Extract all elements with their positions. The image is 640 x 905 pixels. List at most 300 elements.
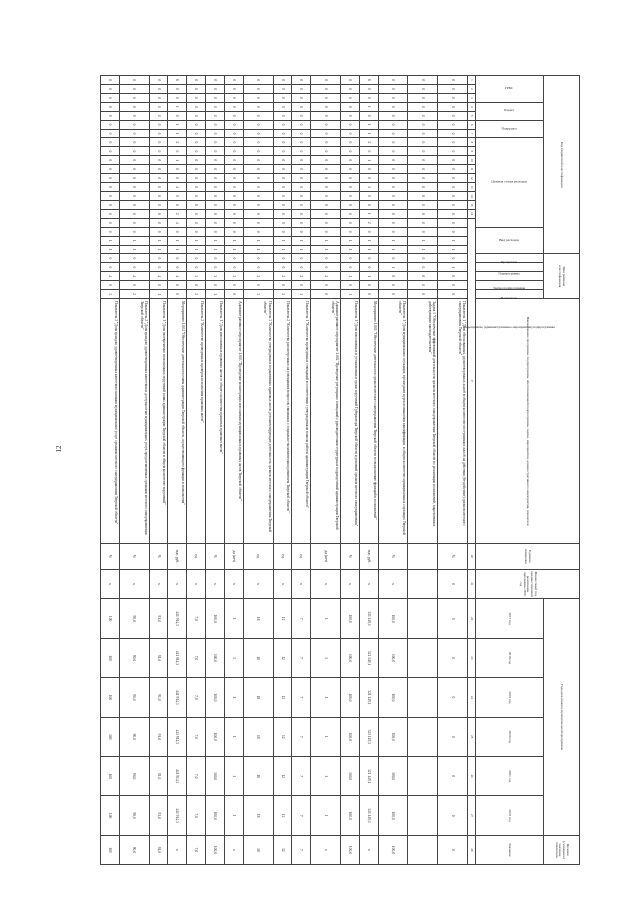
- row-year-value: 321 149,1: [359, 638, 378, 677]
- code-cell: 0: [341, 209, 360, 218]
- code-cell: 0: [119, 165, 149, 174]
- row-unit: тыс. руб.: [359, 544, 378, 570]
- code-cell: 0: [243, 227, 273, 236]
- code-cell: 0: [273, 227, 292, 236]
- code-cell: 0: [149, 281, 168, 290]
- code-cell: 0: [187, 227, 206, 236]
- code-cell: 0: [292, 156, 311, 165]
- code-cell: 1: [119, 236, 149, 245]
- code-cell: 1: [359, 129, 378, 138]
- table-row: [243, 76, 273, 865]
- code-cell: 0: [273, 218, 292, 227]
- row-base-year-value: х: [225, 569, 244, 599]
- row-base-year-value: х: [359, 569, 378, 599]
- code-cell: 0: [438, 93, 468, 102]
- code-cell: 1: [341, 236, 360, 245]
- row-unit: %: [206, 544, 225, 570]
- row-unit: %: [119, 544, 149, 570]
- code-cell: 0: [273, 254, 292, 263]
- code-cell: 0: [187, 218, 206, 227]
- code-cell: 1: [292, 245, 311, 254]
- code-cell: 1: [243, 236, 273, 245]
- row-description: Показатель 3 "Количество утвержденных нормативных правовых актов, регламентирующих деятельность органов местного самоуправления Тверской области": [243, 299, 273, 544]
- header-unit: Единица измерения: [476, 544, 580, 570]
- code-cell: 0: [273, 165, 292, 174]
- row-year-value: 90,0: [119, 638, 149, 677]
- code-cell: 0: [101, 120, 120, 129]
- row-final-value: 100,0: [378, 835, 408, 864]
- code-cell: 3: [225, 272, 244, 281]
- code-cell: 0: [311, 120, 341, 129]
- row-year-value: 441 914,3: [168, 796, 187, 835]
- code-cell: 0: [119, 263, 149, 272]
- column-index-cell: 10: [468, 156, 476, 165]
- code-cell: 0: [187, 156, 206, 165]
- code-cell: 1: [225, 245, 244, 254]
- row-year-value: 7,0: [187, 599, 206, 638]
- code-cell: 0: [341, 111, 360, 120]
- code-cell: 0: [149, 165, 168, 174]
- column-index-cell: 25: [468, 717, 476, 756]
- header-year-2018: 2018 год: [476, 638, 544, 677]
- code-cell: 1: [438, 263, 468, 272]
- code-cell: 0: [408, 183, 438, 192]
- header-grbs: ГРБС: [476, 76, 544, 103]
- code-cell: 1: [101, 245, 120, 254]
- row-year-value: 321 149,1: [359, 796, 378, 835]
- row-final-value: 12: [273, 835, 292, 864]
- code-cell: 0: [438, 120, 468, 129]
- code-cell: 0: [311, 209, 341, 218]
- code-cell: 0: [292, 120, 311, 129]
- code-cell: 0: [168, 111, 187, 120]
- code-cell: 0: [378, 183, 408, 192]
- row-year-value: 90,0: [119, 717, 149, 756]
- code-cell: 0: [225, 129, 244, 138]
- row-year-value: 90,0: [119, 678, 149, 717]
- header-prog-program: Программа: [476, 254, 544, 263]
- code-cell: 6: [168, 76, 187, 85]
- code-cell: 0: [378, 227, 408, 236]
- row-year-value: 100,0: [378, 678, 408, 717]
- code-cell: 0: [225, 263, 244, 272]
- code-cell: 0: [378, 191, 408, 200]
- code-cell: 0: [168, 254, 187, 263]
- code-cell: 2: [273, 272, 292, 281]
- code-cell: 0: [168, 93, 187, 102]
- code-cell: 1: [359, 245, 378, 254]
- row-year-value: 90,0: [119, 796, 149, 835]
- code-cell: 0: [149, 138, 168, 147]
- code-cell: 0: [243, 138, 273, 147]
- column-index-cell: 20: [468, 544, 476, 570]
- code-cell: 0: [273, 138, 292, 147]
- row-description: Задача 1 "Обеспечение эффективной деятельности органов местного самоуправления Тверской области по реализации полномочий, закрепленных действующим законодательством": [408, 299, 438, 544]
- code-cell: 0: [101, 156, 120, 165]
- header-year-2017: 2017 год: [476, 599, 544, 638]
- code-cell: 0: [243, 263, 273, 272]
- row-base-year-value: [408, 569, 438, 599]
- row-description: Административное мероприятие 1.003 "Проведение мониторинга исполнения муниципальных правовых актов Тверской области": [225, 299, 244, 544]
- code-cell: 1: [187, 236, 206, 245]
- row-base-year-value: 0: [438, 569, 468, 599]
- row-year-value: 91,0: [149, 678, 168, 717]
- row-year-value: 100: [101, 678, 120, 717]
- code-cell: 0: [149, 120, 168, 129]
- column-index-cell: 4: [468, 102, 476, 111]
- code-cell: 0: [408, 102, 438, 111]
- row-year-value: 441 914,3: [168, 756, 187, 795]
- code-cell: 0: [101, 93, 120, 102]
- code-cell: 0: [438, 102, 468, 111]
- row-description: Показатель 1 "Доля исполненных в установленные сроки поручений Губернатора Тверской области и решений органов местного самоуправления": [341, 299, 360, 544]
- code-cell: 0: [225, 84, 244, 93]
- row-year-value: 12: [273, 756, 292, 795]
- row-year-value: 441 914,3: [168, 678, 187, 717]
- code-cell: 0: [438, 290, 468, 299]
- header-target-article: Целевая статья расходов: [476, 138, 544, 227]
- code-cell: 1: [359, 120, 378, 129]
- code-cell: 0: [359, 84, 378, 93]
- row-year-value: 100,0: [206, 796, 225, 835]
- code-cell: 1: [341, 245, 360, 254]
- column-index-cell: 6: [468, 120, 476, 129]
- row-year-value: 100,0: [341, 756, 360, 795]
- row-year-value: 7,0: [187, 756, 206, 795]
- row-year-value: 100,0: [378, 796, 408, 835]
- page-number: 12: [55, 445, 63, 453]
- code-cell: 1: [359, 209, 378, 218]
- code-cell: 0: [168, 200, 187, 209]
- column-index-cell: 24: [468, 678, 476, 717]
- row-unit: ед.: [187, 544, 206, 570]
- row-final-value: х: [359, 835, 378, 864]
- row-final-value: 100,0: [341, 835, 360, 864]
- code-cell: 0: [119, 84, 149, 93]
- header-year-2022: 2022 год: [476, 796, 544, 835]
- row-year-value: 7: [292, 638, 311, 677]
- code-cell: 0: [101, 129, 120, 138]
- code-cell: 0: [243, 191, 273, 200]
- header-budget-codes: Код бюджетной классификации: [544, 76, 580, 254]
- code-cell: 0: [101, 263, 120, 272]
- code-cell: 0: [408, 138, 438, 147]
- code-cell: 0: [187, 209, 206, 218]
- row-year-value: 18: [243, 796, 273, 835]
- code-cell: 0: [292, 174, 311, 183]
- column-index-cell: 11: [468, 165, 476, 174]
- code-cell: 0: [311, 129, 341, 138]
- code-cell: 0: [149, 102, 168, 111]
- row-year-value: 1: [311, 796, 341, 835]
- code-cell: 0: [119, 218, 149, 227]
- code-cell: 0: [378, 290, 408, 299]
- code-cell: 0: [438, 138, 468, 147]
- code-cell: 2: [168, 138, 187, 147]
- row-year-value: 100,0: [206, 638, 225, 677]
- row-unit: %: [438, 544, 468, 570]
- column-index-cell: 22: [468, 599, 476, 638]
- row-year-value: [408, 638, 438, 677]
- row-base-year-value: х: [378, 569, 408, 599]
- row-year-value: 1: [225, 599, 244, 638]
- rotated-table-wrapper: [100, 75, 580, 865]
- code-cell: 0: [292, 200, 311, 209]
- row-year-value: 18: [243, 638, 273, 677]
- code-cell: 3: [206, 272, 225, 281]
- code-cell: 0: [101, 200, 120, 209]
- code-cell: 0: [359, 93, 378, 102]
- row-description: Показатель 1 "Количество проведенных совещаний в соответствии с утвержденным планом работы администрации Тверской области": [292, 299, 311, 544]
- row-year-value: 0: [438, 638, 468, 677]
- row-year-value: [408, 717, 438, 756]
- code-cell: 1: [378, 236, 408, 245]
- code-cell: 0: [292, 281, 311, 290]
- row-year-value: 91,0: [149, 796, 168, 835]
- code-cell: 0: [273, 183, 292, 192]
- column-index-cell: 28: [468, 835, 476, 864]
- row-description: Показатель 2 "Количество рассмотренных на совещаниях вопросов, связанных с социально-экономическим развитием Тверской области": [273, 299, 292, 544]
- code-cell: 0: [168, 84, 187, 93]
- table-row: [408, 76, 438, 865]
- code-cell: 0: [149, 147, 168, 156]
- code-cell: 1: [149, 236, 168, 245]
- code-cell: 1: [408, 236, 438, 245]
- code-cell: 0: [225, 218, 244, 227]
- code-cell: 0: [101, 281, 120, 290]
- code-cell: 0: [311, 290, 341, 299]
- code-cell: 0: [206, 281, 225, 290]
- row-year-value: 100: [101, 756, 120, 795]
- row-year-value: 90,0: [119, 599, 149, 638]
- table-row: [168, 76, 187, 865]
- code-cell: 0: [149, 111, 168, 120]
- row-year-value: 100,0: [341, 638, 360, 677]
- row-year-value: 91,0: [149, 717, 168, 756]
- code-cell: 0: [359, 290, 378, 299]
- column-index-row: [468, 76, 476, 865]
- code-cell: 0: [101, 191, 120, 200]
- column-index-cell: 15: [468, 200, 476, 209]
- code-cell: 0: [408, 156, 438, 165]
- code-cell: 0: [408, 191, 438, 200]
- code-cell: 2: [243, 272, 273, 281]
- code-cell: 0: [119, 138, 149, 147]
- code-cell: 0: [311, 227, 341, 236]
- code-cell: 0: [438, 129, 468, 138]
- row-year-value: 1: [311, 599, 341, 638]
- row-year-value: 18: [243, 678, 273, 717]
- header-prog-indicator: Показатель: [476, 290, 544, 299]
- code-cell: 0: [273, 156, 292, 165]
- code-cell: 0: [101, 111, 120, 120]
- code-cell: 0: [101, 183, 120, 192]
- code-cell: 0: [206, 191, 225, 200]
- code-cell: 1: [378, 245, 408, 254]
- code-cell: 1: [341, 272, 360, 281]
- row-base-year-value: х: [168, 569, 187, 599]
- code-cell: 0: [273, 174, 292, 183]
- row-year-value: 7,0: [187, 717, 206, 756]
- row-final-value: 100,0: [206, 835, 225, 864]
- row-year-value: 321 149,1: [359, 717, 378, 756]
- code-cell: 0: [292, 111, 311, 120]
- code-cell: 0: [438, 191, 468, 200]
- code-cell: 0: [438, 76, 468, 85]
- code-cell: 1: [168, 102, 187, 111]
- code-cell: 0: [206, 76, 225, 85]
- code-cell: 0: [187, 138, 206, 147]
- code-cell: 1: [206, 290, 225, 299]
- code-cell: 3: [101, 290, 120, 299]
- code-cell: 0: [311, 84, 341, 93]
- row-year-value: 12: [273, 599, 292, 638]
- code-cell: 0: [378, 147, 408, 156]
- code-cell: 0: [187, 263, 206, 272]
- row-description: Показатель 1 "Доля исполненных правовых актов от общего количества принятых правовых актов": [206, 299, 225, 544]
- code-cell: 0: [311, 165, 341, 174]
- code-cell: 0: [149, 200, 168, 209]
- code-cell: 0: [149, 227, 168, 236]
- code-cell: 0: [187, 174, 206, 183]
- row-year-value: 100: [101, 638, 120, 677]
- row-final-value: 90,0: [119, 835, 149, 864]
- row-year-value: 1: [311, 638, 341, 677]
- code-cell: 0: [101, 174, 120, 183]
- row-year-value: 7: [292, 756, 311, 795]
- column-index-cell: 23: [468, 638, 476, 677]
- row-year-value: 18: [243, 599, 273, 638]
- code-cell: 2: [168, 209, 187, 218]
- code-cell: 0: [408, 209, 438, 218]
- column-index-cell: 9: [468, 147, 476, 156]
- row-year-value: [408, 796, 438, 835]
- code-cell: 0: [101, 254, 120, 263]
- code-cell: 0: [311, 102, 341, 111]
- code-cell: 0: [359, 200, 378, 209]
- row-unit: ед.: [273, 544, 292, 570]
- code-cell: 2: [273, 290, 292, 299]
- row-year-value: 7,0: [187, 638, 206, 677]
- code-cell: 0: [438, 281, 468, 290]
- code-cell: 0: [438, 147, 468, 156]
- code-cell: 0: [311, 281, 341, 290]
- row-year-value: 1: [225, 756, 244, 795]
- code-cell: 0: [378, 129, 408, 138]
- code-cell: 0: [408, 165, 438, 174]
- row-year-value: 0: [438, 599, 468, 638]
- code-cell: 0: [378, 200, 408, 209]
- row-final-value: 91,0: [149, 835, 168, 864]
- code-cell: 0: [225, 183, 244, 192]
- code-cell: 2: [292, 272, 311, 281]
- program-indicators-table: [100, 75, 580, 865]
- code-cell: 0: [292, 93, 311, 102]
- code-cell: 1: [206, 245, 225, 254]
- code-cell: 0: [311, 76, 341, 85]
- code-cell: 0: [168, 290, 187, 299]
- header-year-2021: 2021 год: [476, 756, 544, 795]
- row-base-year-value: х: [119, 569, 149, 599]
- code-cell: 0: [408, 281, 438, 290]
- code-cell: 2: [311, 272, 341, 281]
- code-cell: 0: [187, 76, 206, 85]
- code-cell: 0: [341, 218, 360, 227]
- code-cell: 0: [243, 218, 273, 227]
- code-cell: 1: [292, 290, 311, 299]
- code-cell: 0: [119, 156, 149, 165]
- row-year-value: 1: [225, 678, 244, 717]
- code-cell: 0: [206, 200, 225, 209]
- code-cell: 0: [292, 191, 311, 200]
- code-cell: 0: [168, 165, 187, 174]
- code-cell: 0: [206, 120, 225, 129]
- code-cell: 1: [101, 236, 120, 245]
- code-cell: 6: [359, 76, 378, 85]
- code-cell: 4: [149, 272, 168, 281]
- code-cell: 1: [311, 245, 341, 254]
- code-cell: 0: [341, 227, 360, 236]
- code-cell: 0: [341, 147, 360, 156]
- code-cell: 1: [168, 156, 187, 165]
- code-cell: 0: [311, 263, 341, 272]
- code-cell: 0: [119, 174, 149, 183]
- column-index-cell: 2: [468, 84, 476, 93]
- code-cell: 0: [378, 111, 408, 120]
- code-cell: 0: [408, 129, 438, 138]
- code-cell: 1: [168, 245, 187, 254]
- row-description: Мероприятие 1.001 "Обеспечение деятельности органов местного самоуправления Тверской области по выполнению функций и полномочий": [359, 299, 378, 544]
- code-cell: 0: [378, 138, 408, 147]
- table-row: [378, 76, 408, 865]
- table-row: [273, 76, 292, 865]
- row-final-value: х: [225, 835, 244, 864]
- row-year-value: 12: [273, 638, 292, 677]
- row-year-value: 441 914,3: [168, 599, 187, 638]
- row-year-value: 7: [292, 678, 311, 717]
- code-cell: 0: [243, 200, 273, 209]
- row-year-value: [408, 756, 438, 795]
- code-cell: 0: [311, 183, 341, 192]
- code-cell: 0: [187, 129, 206, 138]
- code-cell: 1: [408, 245, 438, 254]
- header-year-2020: 2020 год: [476, 717, 544, 756]
- row-year-value: 100,0: [206, 756, 225, 795]
- row-year-value: 1: [225, 717, 244, 756]
- code-cell: 4: [168, 183, 187, 192]
- code-cell: 0: [292, 165, 311, 174]
- row-final-value: 18: [243, 835, 273, 864]
- row-year-value: 7: [292, 717, 311, 756]
- code-cell: 0: [243, 102, 273, 111]
- code-cell: 0: [273, 93, 292, 102]
- code-cell: 0: [225, 102, 244, 111]
- row-description: Показатель 1 "Доля своевременно исполненных поручений главы администрации Тверской области в общем количестве поручений": [149, 299, 168, 544]
- code-cell: 0: [119, 254, 149, 263]
- code-cell: 0: [225, 76, 244, 85]
- code-cell: 0: [101, 209, 120, 218]
- code-cell: 1: [273, 236, 292, 245]
- header-final-value: Значение: [476, 835, 544, 864]
- code-cell: 0: [292, 102, 311, 111]
- code-cell: 4: [168, 272, 187, 281]
- code-cell: 0: [408, 227, 438, 236]
- code-cell: 0: [168, 263, 187, 272]
- code-cell: 0: [311, 191, 341, 200]
- code-cell: 0: [119, 209, 149, 218]
- row-base-year-value: х: [243, 569, 273, 599]
- row-year-value: 100,0: [378, 599, 408, 638]
